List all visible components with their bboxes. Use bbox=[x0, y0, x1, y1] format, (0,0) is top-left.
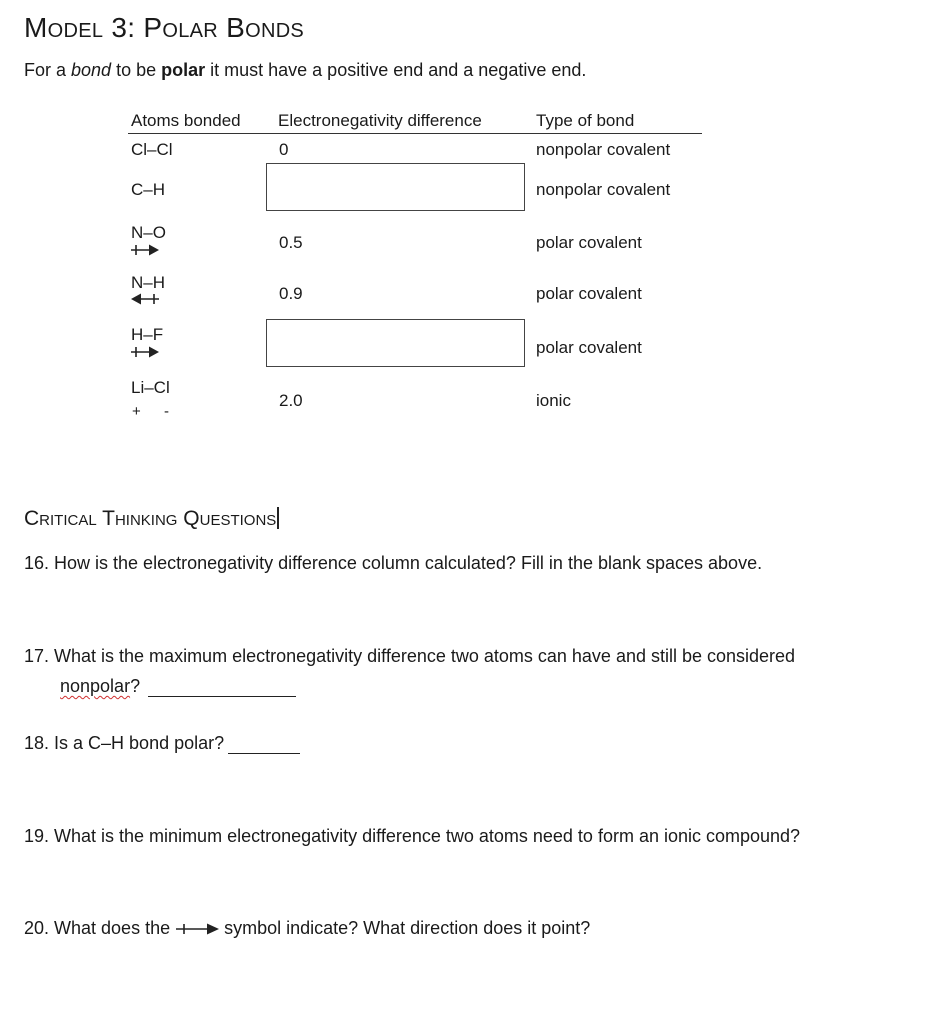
row-2-blank-answer-box[interactable] bbox=[266, 163, 525, 211]
question-20-before: 20. What does the bbox=[24, 918, 171, 938]
row-5-dipole-arrow-right-icon bbox=[130, 345, 160, 359]
question-18-answer-line[interactable] bbox=[228, 735, 300, 754]
row-2-atoms: C–H bbox=[131, 180, 166, 199]
intro-suffix: it must have a positive end and a negative end. bbox=[205, 60, 587, 80]
page-title: Model 3: Polar Bonds bbox=[24, 12, 305, 43]
row-3-type: polar covalent bbox=[536, 233, 642, 252]
question-17-spellcheck-word: nonpolar bbox=[60, 676, 131, 696]
row-5-blank-answer-box[interactable] bbox=[266, 319, 525, 367]
row-1-en-diff: 0 bbox=[279, 140, 289, 159]
question-17-line-1: 17. What is the maximum electronegativity difference two atoms can have and still be considered bbox=[24, 646, 796, 666]
row-6-atoms: Li–Cl bbox=[131, 378, 170, 397]
intro-prefix: For a bbox=[24, 60, 72, 80]
critical-thinking-heading bbox=[24, 507, 279, 531]
question-18-text: 18. Is a C–H bond polar? bbox=[24, 733, 225, 753]
row-5-atoms: H–F bbox=[131, 325, 164, 344]
dipole-arrow-icon bbox=[174, 922, 220, 936]
row-1-atoms: Cl–Cl bbox=[131, 140, 173, 159]
question-19: 19. What is the minimum electronegativity difference two atoms need to form an ionic compound? bbox=[24, 826, 801, 846]
intro-bond-word: bond bbox=[71, 60, 112, 80]
row-4-en-diff: 0.9 bbox=[279, 284, 303, 303]
text-cursor bbox=[277, 507, 279, 529]
row-2-type: nonpolar covalent bbox=[536, 180, 671, 199]
header-type-of-bond: Type of bond bbox=[536, 111, 635, 130]
row-6-type: ionic bbox=[536, 391, 571, 410]
header-atoms-bonded: Atoms bonded bbox=[131, 111, 241, 130]
row-4-type: polar covalent bbox=[536, 284, 642, 303]
intro-sentence bbox=[24, 60, 586, 81]
question-20-after: symbol indicate? What direction does it point? bbox=[224, 918, 591, 938]
row-3-atoms: N–O bbox=[131, 223, 166, 242]
row-1-type: nonpolar covalent bbox=[536, 140, 671, 159]
critical-thinking-heading-text: Critical Thinking Questions bbox=[24, 507, 277, 530]
header-electronegativity-difference: Electronegativity difference bbox=[278, 111, 482, 130]
row-3-dipole-arrow-right-icon bbox=[130, 243, 160, 257]
question-17-answer-line[interactable] bbox=[148, 678, 296, 697]
row-5-type: polar covalent bbox=[536, 338, 642, 357]
row-6-minus-sign: - bbox=[164, 403, 169, 420]
row-4-atoms: N–H bbox=[131, 273, 166, 292]
intro-polar-word: polar bbox=[161, 60, 206, 80]
header-rule bbox=[128, 133, 702, 134]
question-17-end: ? bbox=[130, 676, 141, 696]
row-6-en-diff: 2.0 bbox=[279, 391, 303, 410]
intro-middle: to be bbox=[111, 60, 162, 80]
question-17-line-2 bbox=[60, 676, 296, 697]
question-20 bbox=[24, 918, 590, 939]
row-3-en-diff: 0.5 bbox=[279, 233, 303, 252]
row-6-plus-sign: + bbox=[132, 403, 141, 420]
question-16: 16. How is the electronegativity difference column calculated? Fill in the blank spaces above. bbox=[24, 553, 763, 573]
question-18 bbox=[24, 733, 300, 754]
row-4-dipole-arrow-left-icon bbox=[130, 292, 160, 306]
